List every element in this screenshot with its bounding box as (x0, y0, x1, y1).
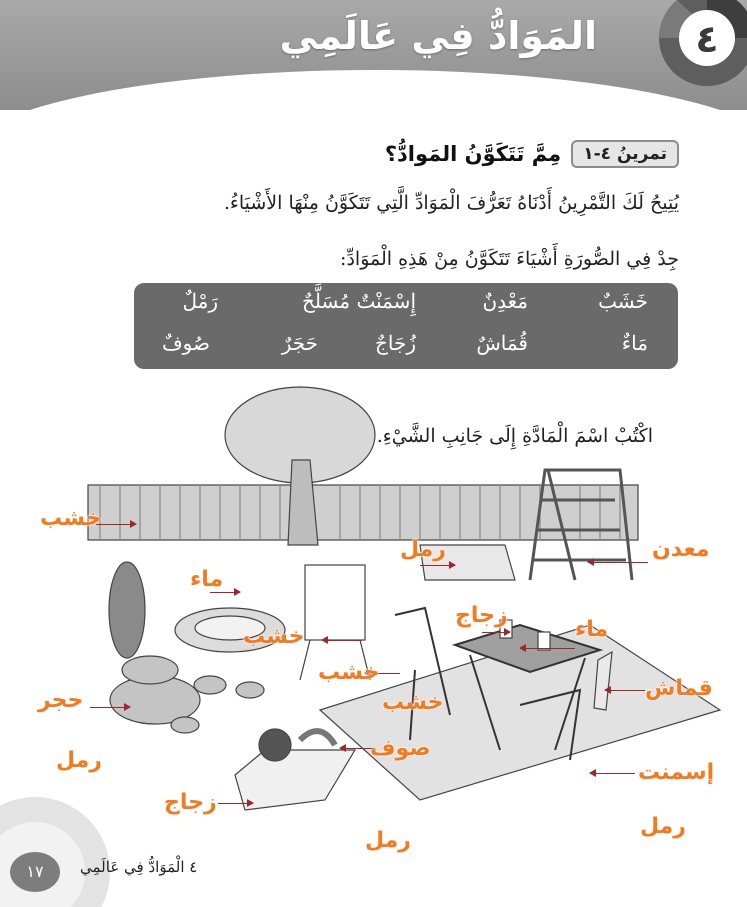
material-word: زُجَاجٌ (374, 331, 416, 355)
arrow (588, 562, 648, 563)
bush (109, 562, 145, 658)
material-word: مَاءٌ (621, 331, 648, 355)
material-word: خَشَبٌ (598, 289, 648, 313)
exercise-heading (385, 140, 679, 168)
exercise-number: تمرينُ ٤-١ (571, 140, 679, 168)
label-pond-water: ماء (190, 567, 224, 592)
label-ground-bottom: رمل (365, 828, 411, 853)
materials-box (134, 283, 678, 369)
material-word: رَمْلٌ (182, 289, 218, 313)
garden-illustration (0, 380, 747, 840)
label-climber: معدن (652, 537, 710, 562)
arrow (322, 640, 362, 641)
material-word: حَجَرٌ (281, 331, 318, 355)
write-instruction: اكْتُبْ اسْمَ الْمَادَّةِ إِلَى جَانِبِ الشَّيْءِ. (376, 425, 653, 447)
chapter-title: المَوَادُّ فِي عَالَمِي (279, 14, 597, 58)
chapter-header (0, 0, 747, 110)
label-pond-edge: خشب (243, 624, 305, 649)
material-word: مَعْدِنٌ (482, 289, 528, 313)
label-easel: خشب (318, 660, 380, 685)
materials-row-1 (134, 289, 678, 329)
label-ground-right: رمل (640, 814, 686, 839)
material-word: صُوفٌ (161, 331, 210, 355)
exercise-title: مِمَّ تَتَكَوَّنُ المَوادُّ؟ (384, 142, 562, 166)
arrow (520, 648, 575, 649)
arrow (96, 524, 136, 525)
label-box-glass: زجاج (164, 790, 217, 815)
page-number: ١٧ (10, 852, 60, 892)
arrow (420, 565, 455, 566)
label-cup-water: ماء (575, 617, 609, 642)
label-wool: صوف (370, 736, 431, 761)
arrow (90, 707, 130, 708)
label-cloth: قماش (645, 676, 713, 701)
fence (88, 485, 638, 540)
label-stones: حجر (38, 688, 84, 713)
box (235, 729, 355, 810)
arrow (482, 632, 510, 633)
materials-row-2 (134, 331, 678, 371)
chapter-number: ٤ (695, 17, 719, 61)
find-instruction: جِدْ فِي الصُّورَةِ أَشْيَاءَ تَتَكَوَّنُ مِنْ هَذِهِ الْمَوَادِّ: (340, 248, 679, 270)
material-word: إِسْمَنْتٌ مُسَلَّحٌ (302, 289, 416, 313)
material-word: قُمَاشٌ (476, 331, 528, 355)
arrow (605, 690, 645, 691)
arrow (590, 773, 635, 774)
label-fence: خشب (40, 506, 102, 531)
arrow (210, 592, 240, 593)
chapter-swirl-icon (617, 0, 747, 100)
label-glass: زجاج (455, 603, 508, 628)
label-sandbox: رمل (400, 537, 446, 562)
arrow (218, 803, 253, 804)
label-chair: خشب (382, 690, 444, 715)
intro-text: يُتِيحُ لَكَ التَّمْرِينُ أَدْنَاهُ تَعَرُّفَ الْمَوَادِّ الَّتِي تَتَكَوَّنُ مِنْهَا الأَشْيَاءُ. (223, 192, 679, 214)
label-ground-left: رمل (56, 748, 102, 773)
stones (110, 656, 264, 733)
footer-chapter-title: ٤ الْمَوَادُّ فِي عَالَمِي (80, 858, 198, 876)
label-paving: إسمنت (638, 760, 715, 785)
